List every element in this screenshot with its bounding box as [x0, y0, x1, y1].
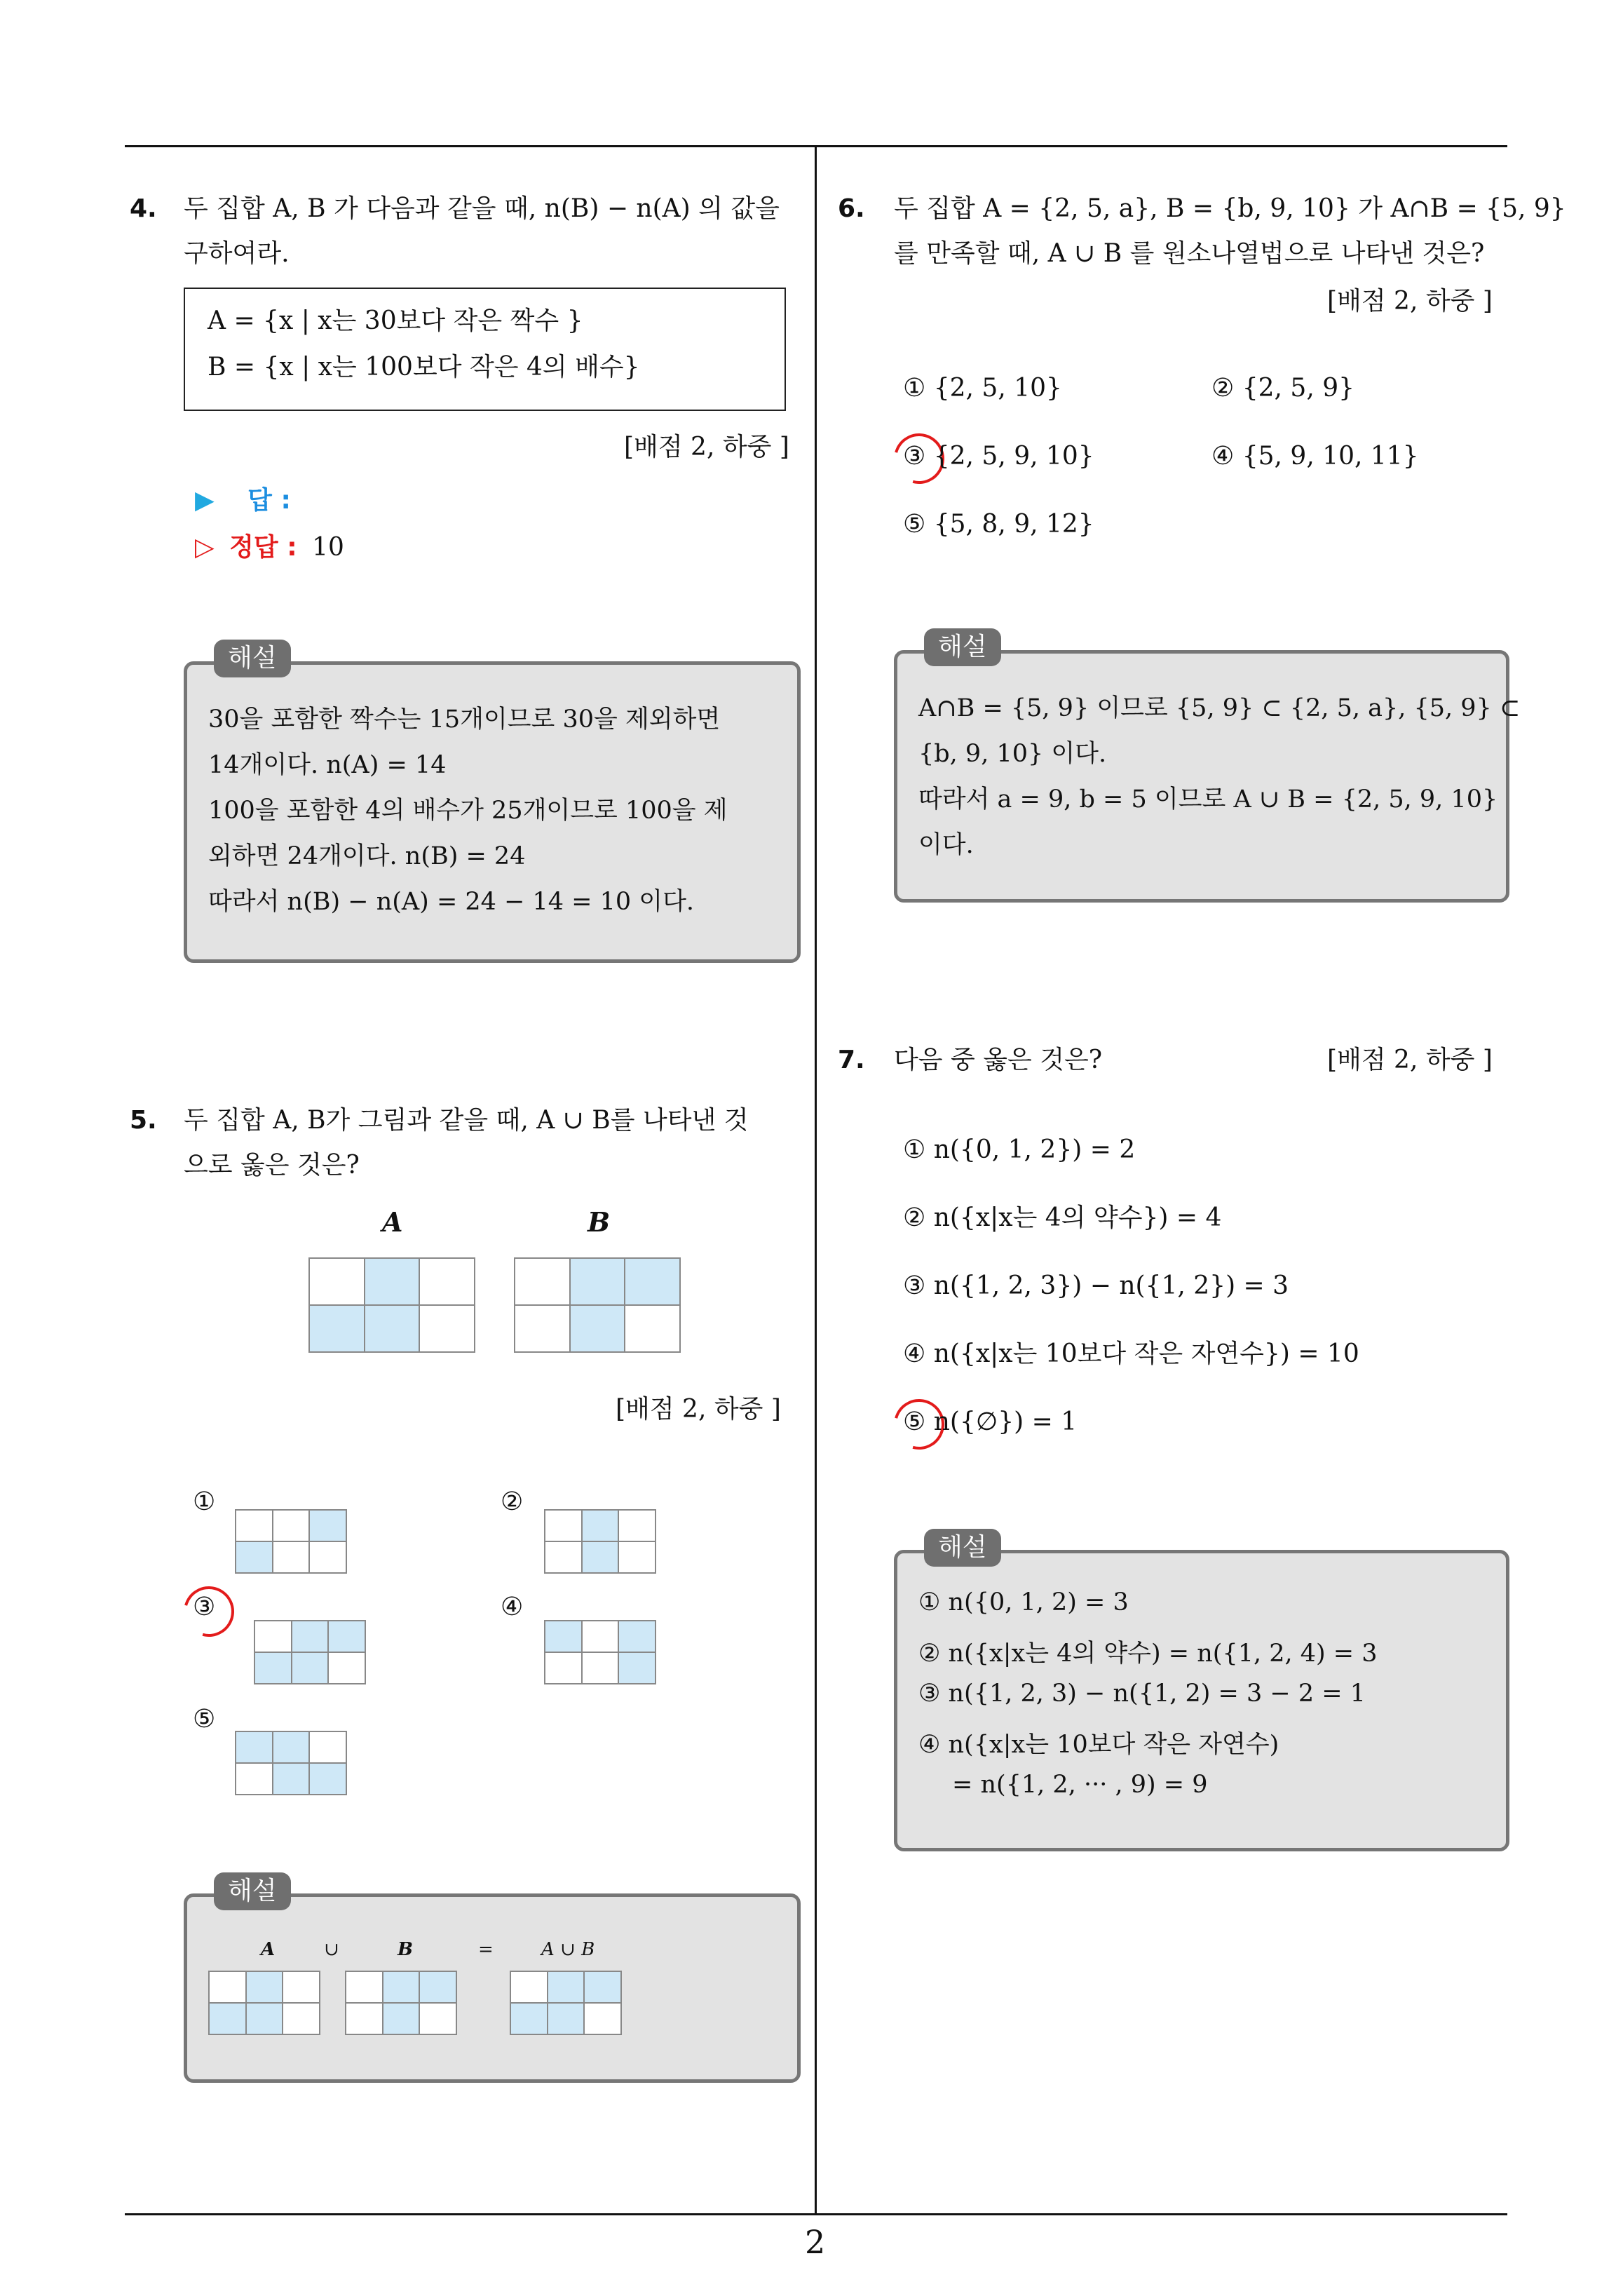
solution-box — [184, 1893, 801, 2083]
play-arrow-icon: ▶ — [195, 486, 215, 515]
choice-1-grid[interactable] — [235, 1509, 347, 1574]
grid-cell — [273, 1732, 309, 1762]
grid-cell — [548, 1972, 584, 2002]
solution-tag: 해설 — [924, 628, 1001, 666]
grid-cell — [292, 1653, 328, 1683]
grid-cell — [236, 1764, 272, 1794]
grid-cell — [283, 1972, 319, 2002]
solution-line: 30을 포함한 짝수는 15개이므로 30을 제외하면 — [208, 705, 721, 734]
solution-line: ② n({x|x는 4의 약수) = n({1, 2, 4) = 3 — [918, 1640, 1378, 1668]
solution-box — [894, 650, 1521, 903]
grid-cell — [346, 2004, 382, 2034]
solution-tag: 해설 — [214, 640, 291, 677]
question-text-line1: 다음 중 옳은 것은? — [894, 1046, 1103, 1074]
choice-1[interactable]: ① {2, 5, 10} — [903, 374, 1062, 403]
sol-label-union: ∪ — [324, 1939, 339, 1960]
grid-cell — [310, 1764, 346, 1794]
grid-cell — [625, 1259, 679, 1304]
grid-cell — [571, 1306, 625, 1351]
answer-label: 답 : — [247, 486, 291, 515]
solution-line: 외하면 24개이다. n(B) = 24 — [208, 842, 526, 870]
page-number: 2 — [805, 2223, 826, 2261]
grid-cell — [511, 2004, 547, 2034]
grid-cell — [383, 2004, 419, 2034]
question-number: 7. — [838, 1046, 865, 1074]
grid-cell — [255, 1653, 291, 1683]
grid-cell — [515, 1306, 569, 1351]
grid-cell — [273, 1764, 309, 1794]
question-text-line1: 두 집합 A = {2, 5, a}, B = {b, 9, 10} 가 A∩B = {5, 9} — [894, 194, 1566, 223]
grid-cell — [310, 1259, 364, 1304]
set-a-label: A — [382, 1206, 403, 1238]
solution-line: 100을 포함한 4의 배수가 25개이므로 100을 제 — [208, 797, 728, 825]
solution-line: A∩B = {5, 9} 이므로 {5, 9} ⊂ {2, 5, a}, {5, 9} ⊂ — [918, 694, 1521, 722]
question-number: 4. — [130, 194, 157, 223]
grid-cell — [545, 1653, 581, 1683]
choice-4-number[interactable]: ④ — [501, 1593, 524, 1621]
choice-5[interactable]: ⑤ {5, 8, 9, 12} — [903, 510, 1094, 539]
grid-cell — [236, 1542, 272, 1572]
solution-line: ③ n({1, 2, 3) − n({1, 2) = 3 − 2 = 1 — [918, 1680, 1366, 1708]
grid-cell — [210, 2004, 245, 2034]
sol-grid-a — [208, 1971, 320, 2035]
solution-tag: 해설 — [924, 1529, 1001, 1567]
solution-line: ① n({0, 1, 2) = 3 — [918, 1588, 1129, 1616]
solution-line: 이다. — [918, 831, 974, 859]
sol-label-a: A — [261, 1939, 276, 1960]
grid-cell — [236, 1511, 272, 1541]
sol-label-equals: = — [478, 1939, 494, 1960]
solution-tag: 해설 — [214, 1872, 291, 1910]
choice-3-number[interactable]: ③ — [193, 1593, 216, 1621]
choice-3[interactable]: ③ n({1, 2, 3}) − n({1, 2}) = 3 — [903, 1271, 1289, 1300]
choice-1[interactable]: ① n({0, 1, 2}) = 2 — [903, 1135, 1136, 1164]
choice-5-number[interactable]: ⑤ — [193, 1705, 216, 1734]
grid-cell — [310, 1306, 364, 1351]
grid-cell — [310, 1732, 346, 1762]
choice-2-grid[interactable] — [544, 1509, 656, 1574]
sol-label-union-result: A ∪ B — [541, 1939, 595, 1960]
grid-cell — [545, 1511, 581, 1541]
grid-cell — [619, 1653, 655, 1683]
choice-2[interactable]: ② n({x|x는 4의 약수}) = 4 — [903, 1203, 1222, 1232]
question-text-line2: 으로 옳은 것은? — [184, 1151, 360, 1180]
solution-box — [184, 661, 801, 963]
grid-cell — [420, 1306, 474, 1351]
choice-4-grid[interactable] — [544, 1620, 656, 1684]
grid-cell — [283, 2004, 319, 2034]
grid-cell — [511, 1972, 547, 2002]
set-a-grid — [308, 1257, 475, 1353]
grid-cell — [619, 1542, 655, 1572]
question-text-line1: 두 집합 A, B 가 다음과 같을 때, n(B) − n(A) 의 값을 — [184, 194, 780, 223]
grid-cell — [585, 1972, 620, 2002]
sol-label-b: B — [398, 1939, 413, 1960]
solution-line: ④ n({x|x는 10보다 작은 자연수) — [918, 1731, 1279, 1759]
choice-2[interactable]: ② {2, 5, 9} — [1211, 374, 1355, 403]
grid-cell — [247, 2004, 283, 2034]
choice-5-grid[interactable] — [235, 1731, 347, 1795]
score-label: [배점 2, 하중 ] — [624, 433, 789, 461]
grid-cell — [545, 1621, 581, 1652]
grid-cell — [255, 1621, 291, 1652]
choice-2-number[interactable]: ② — [501, 1487, 524, 1516]
choice-3-grid[interactable] — [254, 1620, 366, 1684]
correct-answer-row — [195, 525, 344, 570]
solution-line: 따라서 n(B) − n(A) = 24 − 14 = 10 이다. — [208, 888, 695, 916]
choice-5[interactable]: ⑤ n({∅}) = 1 — [903, 1407, 1078, 1436]
grid-cell — [329, 1621, 365, 1652]
grid-cell — [310, 1511, 346, 1541]
grid-cell — [420, 1972, 456, 2002]
grid-cell — [619, 1621, 655, 1652]
grid-cell — [420, 1259, 474, 1304]
grid-cell — [365, 1259, 419, 1304]
solution-line: 따라서 a = 9, b = 5 이므로 A ∪ B = {2, 5, 9, 10} — [918, 785, 1498, 813]
sol-grid-union — [510, 1971, 622, 2035]
grid-cell — [236, 1732, 272, 1762]
question-number: 6. — [838, 194, 865, 223]
correct-answer-value: 10 — [312, 533, 344, 562]
grid-cell — [273, 1542, 309, 1572]
grid-cell — [420, 2004, 456, 2034]
grid-cell — [548, 2004, 584, 2034]
set-definition-box — [184, 288, 786, 411]
set-b-definition: B = {x | x는 100보다 작은 4의 배수} — [208, 353, 640, 381]
correct-answer-label: 정답 : — [229, 533, 297, 562]
score-label: [배점 2, 하중 ] — [616, 1395, 781, 1424]
solution-line: = n({1, 2, ··· , 9) = 9 — [952, 1771, 1208, 1799]
grid-cell — [346, 1972, 382, 2002]
question-text-line1: 두 집합 A, B가 그림과 같을 때, A ∪ B를 나타낸 것 — [184, 1106, 749, 1135]
grid-cell — [292, 1621, 328, 1652]
solution-line: 14개이다. n(A) = 14 — [208, 751, 447, 779]
score-label: [배점 2, 하중 ] — [1327, 1046, 1493, 1074]
solution-line: {b, 9, 10} 이다. — [918, 740, 1107, 768]
grid-cell — [515, 1259, 569, 1304]
grid-cell — [247, 1972, 283, 2002]
set-a-definition: A = {x | x는 30보다 작은 짝수 } — [208, 306, 583, 335]
grid-cell — [583, 1511, 618, 1541]
grid-cell — [583, 1621, 618, 1652]
sol-grid-b — [345, 1971, 457, 2035]
grid-cell — [329, 1653, 365, 1683]
question-number: 5. — [130, 1106, 157, 1135]
grid-cell — [625, 1306, 679, 1351]
grid-cell — [545, 1542, 581, 1572]
choice-4[interactable]: ④ n({x|x는 10보다 작은 자연수}) = 10 — [903, 1339, 1359, 1368]
set-b-label: B — [588, 1206, 611, 1238]
score-label: [배점 2, 하중 ] — [1327, 287, 1493, 316]
set-b-grid — [514, 1257, 681, 1353]
column-divider — [815, 145, 817, 2215]
grid-cell — [383, 1972, 419, 2002]
grid-cell — [273, 1511, 309, 1541]
answer-row — [195, 478, 291, 523]
choice-3[interactable]: ③ {2, 5, 9, 10} — [903, 442, 1094, 471]
question-text-line2: 를 만족할 때, A ∪ B 를 원소나열법으로 나타낸 것은? — [894, 239, 1485, 268]
outline-arrow-icon: ▷ — [195, 533, 215, 562]
choice-1-number[interactable]: ① — [193, 1487, 216, 1516]
grid-cell — [210, 1972, 245, 2002]
grid-cell — [619, 1511, 655, 1541]
grid-cell — [310, 1542, 346, 1572]
grid-cell — [585, 2004, 620, 2034]
choice-4[interactable]: ④ {5, 9, 10, 11} — [1211, 442, 1419, 471]
question-text-line2: 구하여라. — [184, 239, 290, 268]
grid-cell — [583, 1542, 618, 1572]
grid-cell — [583, 1653, 618, 1683]
solution-box — [894, 1550, 1509, 1851]
grid-cell — [571, 1259, 625, 1304]
grid-cell — [365, 1306, 419, 1351]
